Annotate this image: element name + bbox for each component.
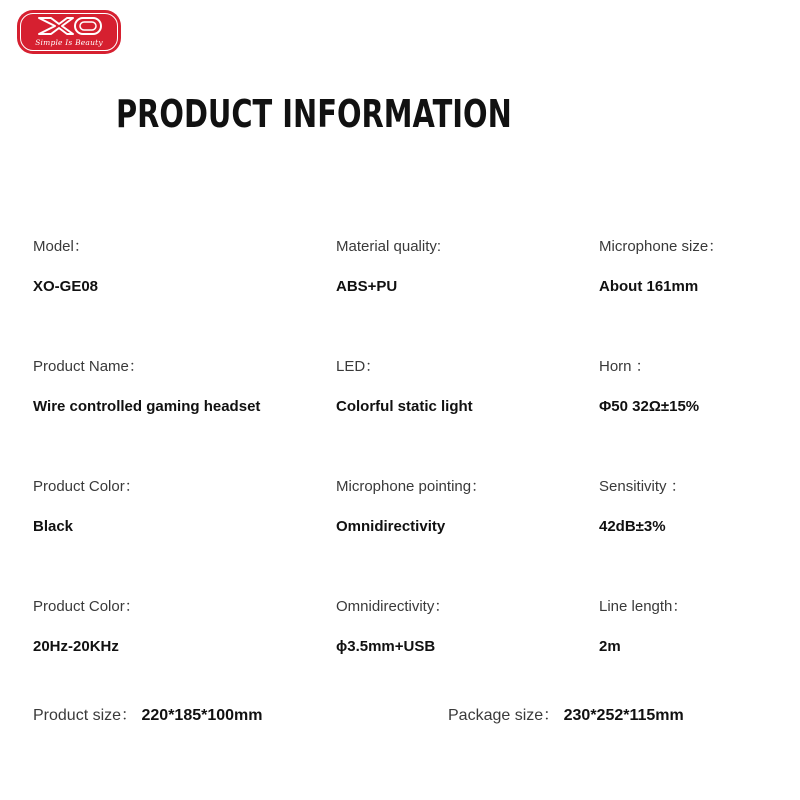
spec-led bbox=[336, 358, 616, 416]
spec-label: Product Name： bbox=[33, 358, 144, 375]
spec-label: Product Color： bbox=[33, 598, 140, 615]
spec-value: Φ50 32Ω±15% bbox=[599, 398, 700, 415]
spec-microphone-size bbox=[599, 238, 800, 296]
xo-logo-icon bbox=[17, 10, 121, 40]
spec-value: 20Hz-20KHz bbox=[33, 638, 119, 655]
spec-label: Material quality: bbox=[336, 238, 442, 255]
spec-sensitivity bbox=[599, 478, 800, 536]
spec-value: ϕ3.5mm+USB bbox=[336, 638, 436, 655]
spec-interface bbox=[336, 598, 616, 656]
package-size bbox=[448, 706, 684, 726]
spec-value: Colorful static light bbox=[336, 398, 473, 415]
spec-microphone-pointing bbox=[336, 478, 616, 536]
spec-label: Sensitivity ： bbox=[599, 478, 686, 495]
spec-label: Product Color： bbox=[33, 478, 140, 495]
spec-value: About 161mm bbox=[599, 278, 699, 295]
spec-model bbox=[33, 238, 313, 296]
package-size-value: 230*252*115mm bbox=[563, 707, 684, 724]
spec-horn bbox=[599, 358, 800, 416]
logo-tagline: Simple Is Beauty bbox=[35, 38, 103, 47]
spec-label: Microphone pointing： bbox=[336, 478, 487, 495]
page-title: PRODUCT INFORMATION bbox=[115, 92, 512, 136]
spec-value: Omnidirectivity bbox=[336, 518, 446, 535]
package-size-label: Package size： bbox=[448, 707, 560, 724]
product-size bbox=[33, 706, 263, 726]
spec-value: Wire controlled gaming headset bbox=[33, 398, 261, 415]
brand-logo bbox=[17, 10, 121, 54]
spec-label: Model： bbox=[33, 238, 89, 255]
spec-value: Black bbox=[33, 518, 74, 535]
spec-value: 42dB±3% bbox=[599, 518, 666, 535]
spec-value: 2m bbox=[599, 638, 621, 655]
spec-line-length bbox=[599, 598, 800, 656]
spec-label: Omnidirectivity： bbox=[336, 598, 450, 615]
spec-product-name bbox=[33, 358, 313, 416]
spec-label: Microphone size： bbox=[599, 238, 724, 255]
spec-label: Line length： bbox=[599, 598, 688, 615]
spec-value: XO-GE08 bbox=[33, 278, 99, 295]
spec-value: ABS+PU bbox=[336, 278, 398, 295]
spec-product-color bbox=[33, 478, 313, 536]
product-size-label: Product size： bbox=[33, 707, 138, 724]
spec-material bbox=[336, 238, 616, 296]
product-size-value: 220*185*100mm bbox=[141, 707, 263, 724]
spec-label: LED： bbox=[336, 358, 381, 375]
spec-frequency bbox=[33, 598, 313, 656]
spec-label: Horn ： bbox=[599, 358, 651, 375]
